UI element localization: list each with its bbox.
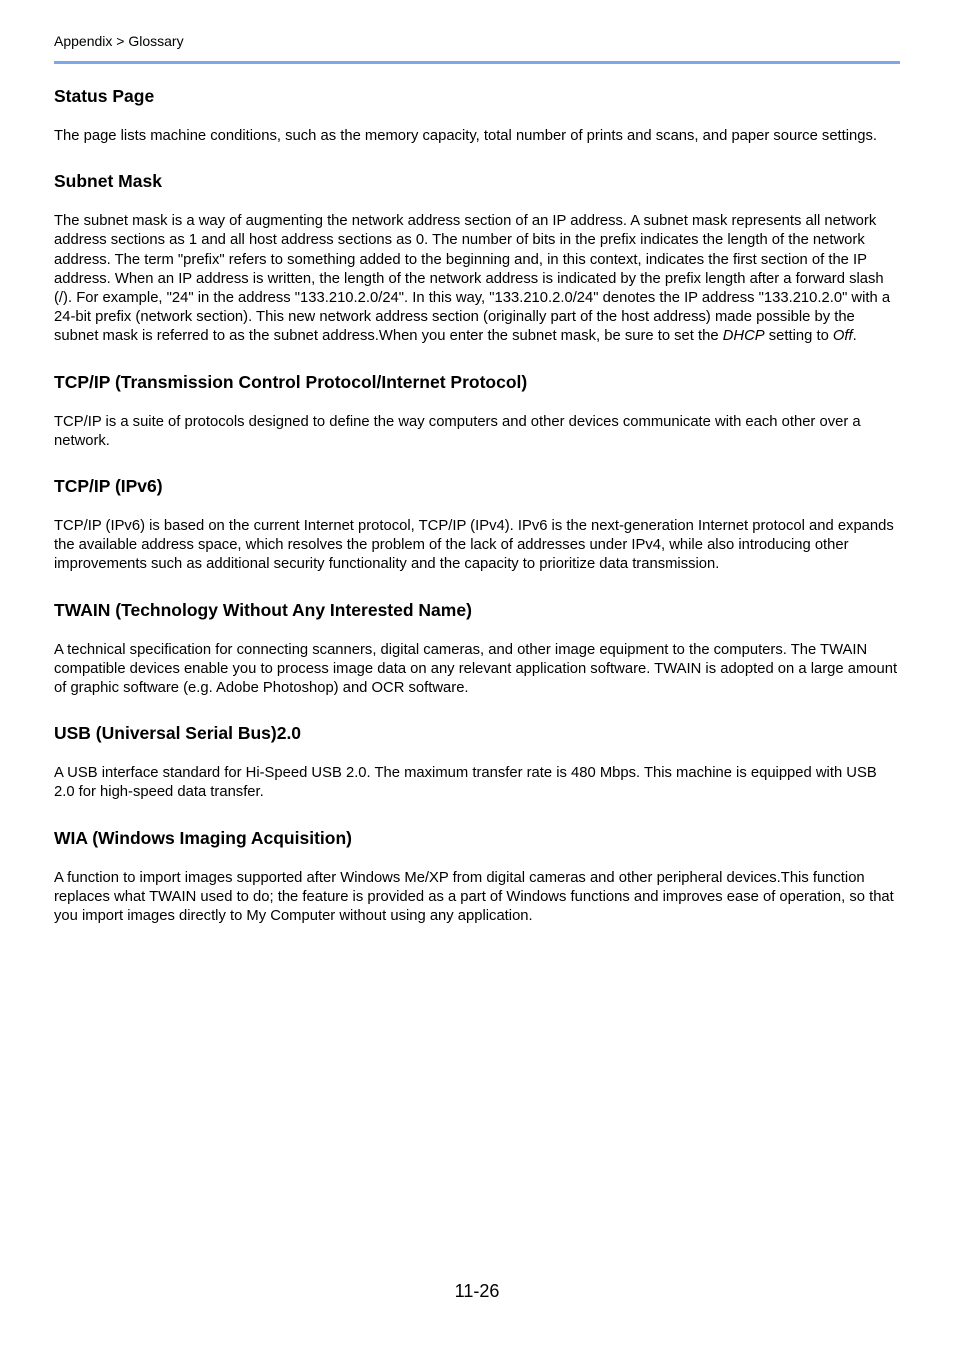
term-definition (54, 212, 900, 346)
term-definition: A technical specification for connecting scanners, digital cameras, and other image equipment to the computers. The TWAIN compatible devices enable you to process image data on any relevant application software. TWAIN is adopted on a large amount of graphic software (e.g. Adobe Photoshop) and OCR software. (54, 641, 898, 697)
term-heading: Subnet Mask (54, 171, 162, 192)
term-definition: TCP/IP is a suite of protocols designed to define the way computers and other devices communicate with each other over a network. (54, 413, 861, 449)
term-heading: TCP/IP (IPv6) (54, 476, 163, 497)
header-divider (54, 61, 900, 64)
term-heading: TWAIN (Technology Without Any Interested Name) (54, 599, 472, 620)
term-definition: A USB interface standard for Hi-Speed USB 2.0. The maximum transfer rate is 480 Mbps. This machine is equipped with USB 2.0 for high-speed data transfer. (54, 765, 877, 801)
breadcrumb: Appendix > Glossary (54, 33, 184, 49)
term-heading: Status Page (54, 86, 155, 106)
definition-text: The subnet mask is a way of augmenting the network address section of an IP address. A subnet mask represents all network address sections as 1 and all host address sections as 0. The number of bits in the prefix indicates the length of the network address. The term "prefix" refers to something added to the beginning and, in this context, indicates the first section of the IP address. When an IP address is written, the length of the network address is indicated by the prefix length after a forward slash (/). For example, "24" in the address "133.210.2.0/24". In this way, "133.210.2.0/24" denotes the IP address "133.210.2.0" with a 24-bit prefix (network section). This new network address section (originally part of the host address) made possible by the subnet mask is referred to as the subnet address.When you enter the subnet mask, be sure to set the (54, 213, 891, 345)
definition-text: setting to (764, 328, 833, 345)
term-heading: USB (Universal Serial Bus)2.0 (54, 723, 302, 744)
dhcp-setting-name: DHCP (722, 328, 765, 345)
glossary-entry-twain (54, 600, 900, 699)
glossary-content (54, 86, 900, 926)
glossary-entry-wia (54, 828, 900, 927)
term-heading: TCP/IP (Transmission Control Protocol/Internet Protocol) (54, 371, 528, 392)
term-heading: WIA (Windows Imaging Acquisition) (54, 827, 352, 848)
glossary-entry-usb (54, 723, 900, 802)
off-setting-value: Off (832, 328, 853, 345)
term-definition: A function to import images supported after Windows Me/XP from digital cameras and other peripheral devices.This function replaces what TWAIN used to do; the feature is provided as a part of Windows functions and improves ease of operation, so that you import images directly to My Computer without using any application. (54, 869, 894, 925)
page-number: 11-26 (454, 1281, 500, 1301)
glossary-entry-tcp-ip-ipv6 (54, 476, 900, 575)
glossary-entry-tcp-ip (54, 372, 900, 451)
term-definition: TCP/IP (IPv6) is based on the current Internet protocol, TCP/IP (IPv4). IPv6 is the next-generation Internet protocol and expands the available address space, which resolves the problem of the lack of addresses under IPv4, while also introducing other improvements such as additional security functionality and the capacity to prioritize data transmission. (54, 518, 894, 573)
term-definition: The page lists machine conditions, such as the memory capacity, total number of prints and scans, and paper source settings. (54, 128, 878, 144)
definition-text: . (852, 328, 857, 345)
glossary-entry-subnet-mask (54, 171, 900, 346)
glossary-entry-status-page (54, 86, 900, 146)
